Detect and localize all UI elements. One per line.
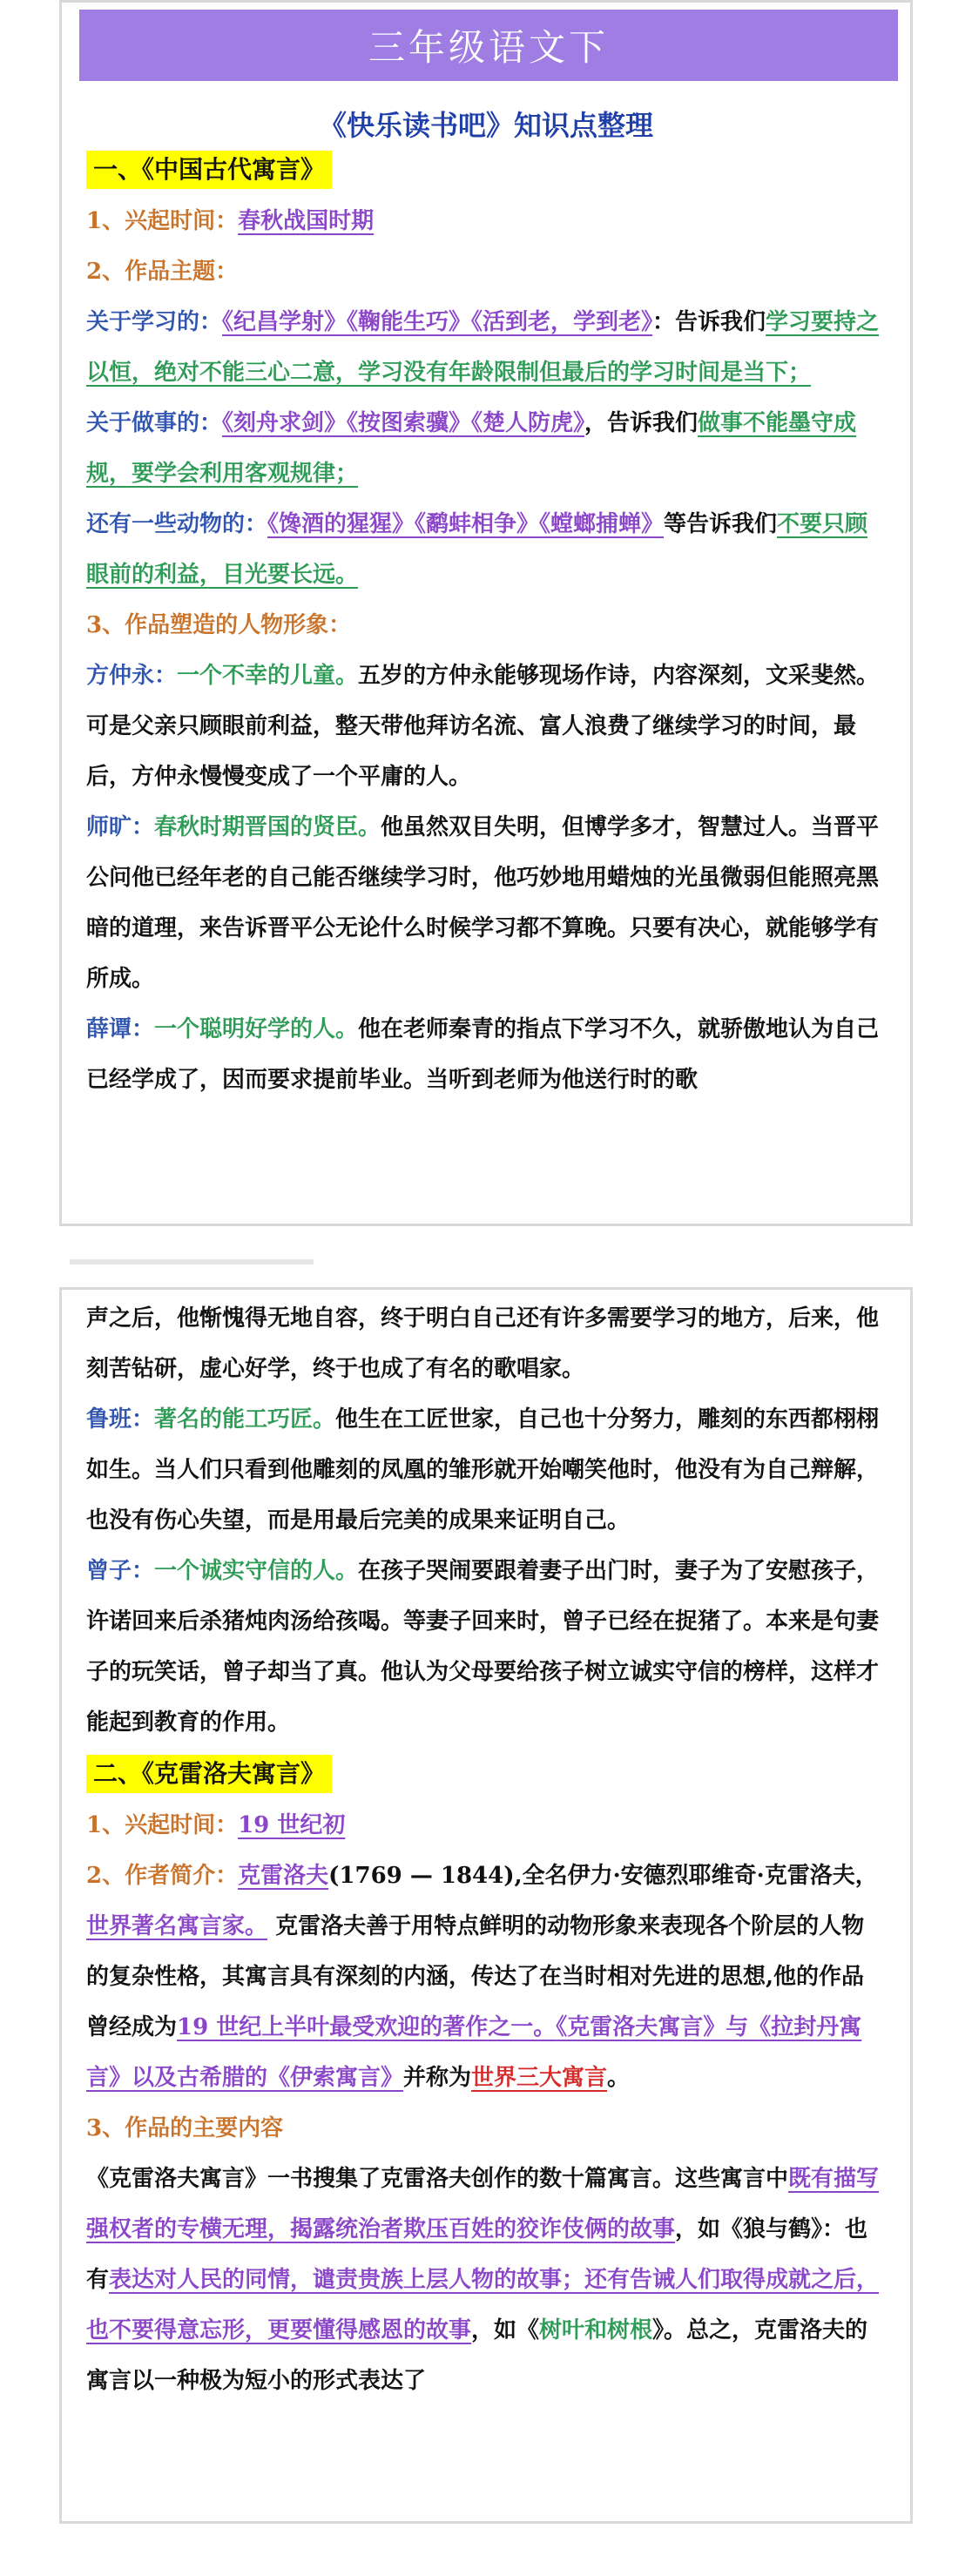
animal-tell: 等告诉我们 — [664, 511, 778, 537]
author-label: 2、作者简介： — [86, 1863, 239, 1889]
author-fame: 世界著名寓言家。 — [86, 1913, 268, 1939]
content-text-2: ，如《狼与鹤》：也有 — [86, 2216, 868, 2293]
animal-paragraph — [86, 499, 881, 600]
content-purple-1: 既有描写强权者的专横无理，揭露统治者欺压百姓的狡诈伎俩的故事 — [86, 2166, 880, 2242]
study-tell: ：告诉我们 — [652, 309, 766, 335]
xuetan-name: 薛谭： — [86, 1016, 155, 1042]
study-lesson: 学习要持之以恒，绝对不能三心二意，学习没有年龄限制但最后的学习时间是当下； — [86, 309, 880, 386]
page-two — [59, 1287, 913, 2524]
content-text-1: 《克雷洛夫寓言》一书搜集了克雷洛夫创作的数十篇寓言。这些寓言中 — [86, 2166, 789, 2192]
page-gap-strip — [70, 1259, 314, 1264]
animal-label: 还有一些动物的： — [86, 511, 268, 537]
origin-line — [86, 196, 881, 246]
content-paragraph — [86, 2154, 881, 2406]
content-text-3: ，如《 — [471, 2317, 540, 2343]
luban-desc: 著名的能工巧匠。 — [154, 1406, 336, 1433]
shikuang-text: 他虽然双目失明，但博学多才，智慧过人。当晋平公问他已经年老的自己能否继续学习时，他巧妙地用蜡烛的光虽微弱但能照亮黑暗的道理，来告诉晋平公无论什么时候学习都不算晚。只要有决心，就能够学有所成。 — [86, 814, 880, 992]
page-subtitle: 《快乐读书吧》知识点整理 — [318, 109, 653, 142]
content-purple-2: 表达对人民的同情，谴责贵族上层人物的故事；还有告诫人们取得成就之后，也不要得意忘形，更要懂得感恩的故事 — [86, 2267, 880, 2343]
theme-label: 2、作品主题： — [86, 259, 239, 285]
origin-value: 春秋战国时期 — [238, 208, 375, 234]
author-text: 克雷洛夫善于用特点鲜明的动物形象来表现各个阶层的人物的复杂性格，其寓言具有深刻的内涵，传达了在当时相对先进的思想,他的作品曾经成为 — [86, 1913, 865, 2040]
work-label: 关于做事的： — [86, 410, 223, 436]
content-line — [86, 2103, 881, 2154]
fangzhongyong-paragraph — [86, 651, 881, 802]
content-text-4: 》。总之，克雷洛夫的寓言以一种极为短小的形式表达了 — [86, 2317, 868, 2394]
animal-lesson: 不要只顾眼前的利益，目光要长远。 — [86, 511, 868, 588]
origin-line-2 — [86, 1800, 881, 1851]
fangzhongyong-name: 方仲永： — [86, 663, 178, 689]
fangzhongyong-desc: 一个不幸的儿童。 — [177, 663, 359, 689]
section-heading: 一、《中国古代寓言》 — [86, 151, 332, 189]
xuetan-text: 他在老师秦青的指点下学习不久，就骄傲地认为自己已经学成了，因而要求提前毕业。当听到老师为他送行时的歌 — [86, 1016, 880, 1093]
theme-line — [86, 246, 881, 297]
popular-text: 19 世纪上半叶最受欢迎的著作之一。 — [177, 2014, 557, 2040]
zengzi-text: 在孩子哭闹要跟着妻子出门时，妻子为了安慰孩子，许诺回来后杀猪炖肉汤给孩喝。等妻子回来时，曾子已经在捉猪了。本来是句妻子的玩笑话，曾子却当了真。他认为父母要给孩子树立诚实守信的榜样，这样才能起到教育的作用。 — [86, 1558, 880, 1736]
luban-text: 他生在工匠世家，自己也十分努力，雕刻的东西都栩栩如生。当人们只看到他雕刻的凤凰的雏形就开始嘲笑他时，他没有为自己辩解，也没有伤心失望，而是用最后完美的成果来证明自己。 — [86, 1406, 880, 1534]
fangzhongyong-text: 五岁的方仲永能够现场作诗，内容深刻，文采斐然。可是父亲只顾眼前利益，整天带他拜访名流、富人浪费了继续学习的时间，最后，方仲永慢慢变成了一个平庸的人。 — [86, 663, 880, 790]
author-years: (1769 — 1844),全名伊力·安德烈耶维奇·克雷洛夫， — [328, 1863, 878, 1889]
period-text: 。 — [607, 2065, 631, 2091]
zengzi-name: 曾子： — [86, 1558, 155, 1584]
page-one — [59, 0, 913, 1226]
three-books: 《克雷洛夫寓言》与《拉封丹寓言》以及古希腊的《伊索寓言》 — [86, 2014, 862, 2091]
content-green: 树叶和树根 — [539, 2317, 653, 2343]
shikuang-paragraph — [86, 802, 881, 1004]
luban-name: 鲁班： — [86, 1406, 155, 1433]
origin-label-2: 1、兴起时间： — [86, 1812, 239, 1838]
shikuang-name: 师旷： — [86, 814, 155, 840]
author-paragraph — [86, 1851, 881, 2103]
shikuang-desc: 春秋时期晋国的贤臣。 — [154, 814, 381, 840]
origin-value-2: 19 世纪初 — [238, 1812, 346, 1838]
section-heading-2: 二、《克雷洛夫寓言》 — [86, 1755, 332, 1793]
xuetan-continued — [86, 1293, 881, 1394]
page-two-content — [62, 1290, 910, 2406]
work-tell: ，告诉我们 — [584, 410, 699, 436]
characters-line — [86, 600, 881, 651]
luban-paragraph — [86, 1394, 881, 1546]
author-name: 克雷洛夫 — [238, 1863, 329, 1889]
zengzi-desc: 一个诚实守信的人。 — [154, 1558, 359, 1584]
xuetan-desc: 一个聪明好学的人。 — [154, 1016, 359, 1042]
study-books: 《纪昌学射》《鞠能生巧》《活到老，学到老》 — [222, 309, 653, 335]
page-one-content — [62, 144, 910, 1105]
banner-title: 三年级语文下 — [79, 10, 898, 81]
origin-label: 1、兴起时间： — [86, 208, 239, 234]
animal-books: 《馋酒的猩猩》《鹬蚌相争》《螳螂捕蝉》 — [267, 511, 665, 537]
three-fables-title: 世界三大寓言 — [471, 2065, 608, 2091]
study-label: 关于学习的： — [86, 309, 223, 335]
study-paragraph — [86, 297, 881, 398]
work-paragraph — [86, 398, 881, 499]
characters-label: 3、作品塑造的人物形象： — [86, 612, 352, 638]
work-books: 《刻舟求剑》《按图索骥》《楚人防虎》 — [222, 410, 585, 436]
xuetan-text-continued: 声之后，他惭愧得无地自容，终于明白自己还有许多需要学习的地方，后来，他刻苦钻研，虚心好学，终于也成了有名的歌唱家。 — [86, 1305, 880, 1382]
xuetan-paragraph — [86, 1004, 881, 1105]
called-text: 并称为 — [403, 2065, 472, 2091]
content-label: 3、作品的主要内容 — [86, 2115, 284, 2141]
work-lesson: 做事不能墨守成规，要学会利用客观规律； — [86, 410, 857, 487]
zengzi-paragraph — [86, 1546, 881, 1748]
